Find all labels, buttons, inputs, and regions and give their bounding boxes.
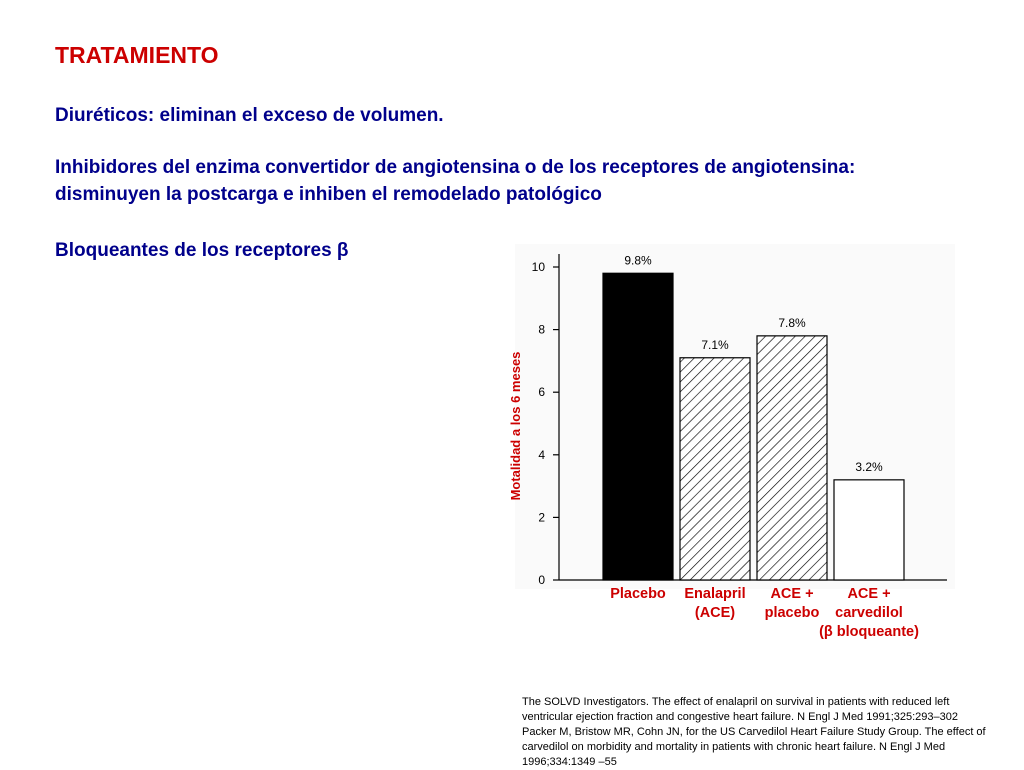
category-label-line: ACE + [770, 586, 814, 602]
reference-citation: The SOLVD Investigators. The effect of enalapril on survival in patients with reduced left ventricular ejection fraction and congestive heart failure. N Engl J Med 1991;325:293–302 Packer M, Bristow MR, Cohn JN, for the US Carvedilol Heart Failure Study Group. The effect of carvedilol on morbidity and mortality in patients with chronic heart failure. N Engl J Med 1996;334:1349 –55 [522, 696, 986, 768]
diuretics-text: Diuréticos: eliminan el exceso de volumen. [55, 105, 444, 126]
category-label-line: ACE + [847, 586, 891, 602]
category-label-line: (β bloqueante) [819, 624, 919, 640]
category-label-line: (ACE) [694, 605, 736, 621]
bar-value-label: 7.8% [778, 315, 806, 330]
bar-2 [680, 358, 750, 580]
ace-inhibitors-text: Inhibidores del enzima convertidor de angiotensina o de los receptores de angiotensina: disminuyen la postcarga e inhiben el remodelado patológico [55, 157, 856, 205]
y-tick-label: 0 [538, 573, 545, 587]
bar-4 [834, 480, 904, 580]
slide-title: TRATAMIENTO [55, 42, 219, 68]
bar-3 [757, 336, 827, 580]
category-label-line: Placebo [610, 586, 666, 602]
y-tick-label: 4 [538, 447, 545, 462]
category-label-line: placebo [764, 605, 820, 621]
y-tick-label: 6 [538, 385, 545, 400]
category-label [794, 585, 944, 642]
bar-value-label: 9.8% [624, 253, 652, 268]
bar-value-label: 7.1% [701, 337, 729, 352]
bar-value-label: 3.2% [855, 459, 883, 474]
y-tick-label: 10 [531, 260, 545, 274]
category-label-line: Enalapril [684, 586, 746, 602]
beta-blockers-text: Bloqueantes de los receptores β [55, 240, 349, 261]
mortality-bar-chart [495, 240, 955, 595]
category-label-line: carvedilol [835, 605, 903, 621]
y-tick-label: 8 [538, 322, 545, 337]
y-axis-label: Motalidad a los 6 meses [508, 351, 523, 501]
y-tick-label: 2 [538, 510, 545, 525]
bar-1 [603, 273, 673, 580]
